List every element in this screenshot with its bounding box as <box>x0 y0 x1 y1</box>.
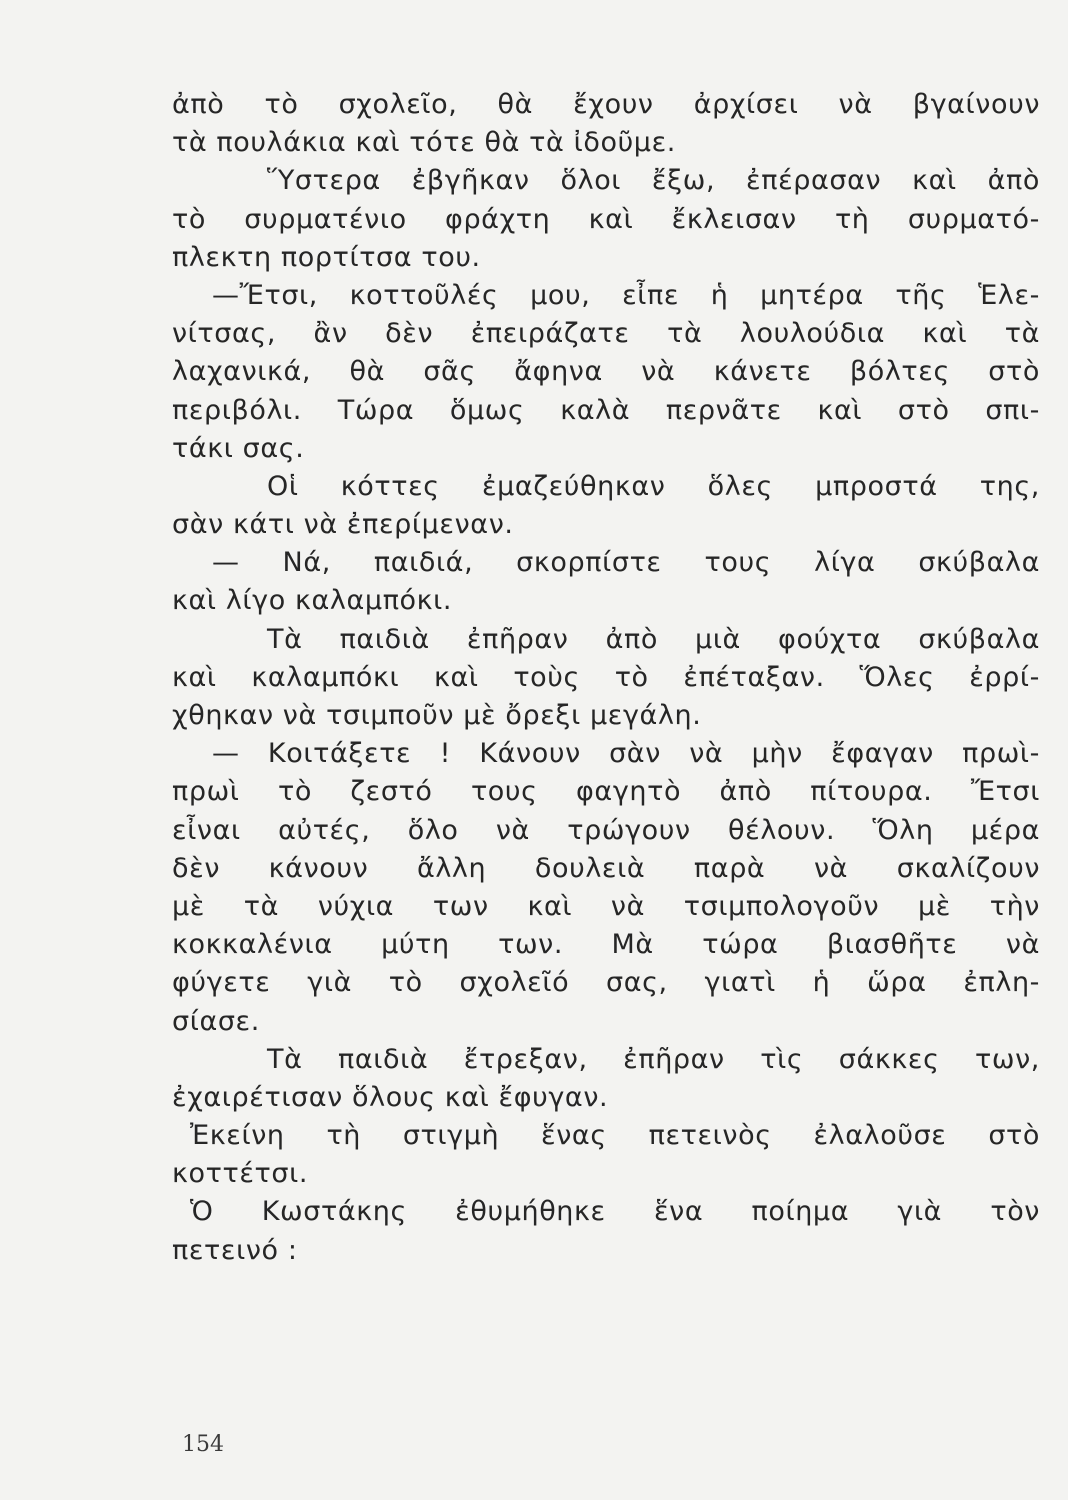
text-line: Τὰ παιδιὰ ἐπῆραν ἀπὸ μιὰ φούχτα σκύβαλα <box>267 623 1040 655</box>
text-line: καὶ λίγο καλαμπόκι. <box>172 585 453 617</box>
text-line: εἶναι αὐτές, ὅλο νὰ τρώγουν θέλουν. Ὅλη μέρα <box>172 814 1040 846</box>
text-line: πρωὶ τὸ ζεστό τους φαγητὸ ἀπὸ πίτουρα. Ἔτσι <box>172 776 1040 808</box>
text-line: φύγετε γιὰ τὸ σχολεῖό σας, γιατὶ ἡ ὥρα ἐπλη- <box>172 967 1040 999</box>
text-line: — Νά, παιδιά, σκορπίστε τους λίγα σκύβαλα <box>212 547 1040 579</box>
text-line: Οἱ κόττες ἐμαζεύθηκαν ὅλες μπροστά της, <box>267 470 1040 502</box>
text-line: κοκκαλένια μύτη των. Μὰ τώρα βιασθῆτε νὰ <box>172 929 1040 961</box>
text-line: καὶ καλαμπόκι καὶ τοὺς τὸ ἐπέταξαν. Ὅλες ἐρρί- <box>172 661 1040 693</box>
text-line: ἐχαιρέτισαν ὅλους καὶ ἔφυγαν. <box>172 1081 609 1113</box>
text-line: χθηκαν νὰ τσιμποῦν μὲ ὄρεξι μεγάλη. <box>172 700 702 731</box>
text-line: τὸ συρματένιο φράχτη καὶ ἔκλεισαν τὴ συρματό- <box>172 203 1040 235</box>
page-number: 154 <box>182 1432 224 1457</box>
text-line: κοττέτσι. <box>172 1158 309 1190</box>
text-line: σίασε. <box>172 1005 260 1037</box>
text-line: μὲ τὰ νύχια των καὶ νὰ τσιμπολογοῦν μὲ τὴν <box>172 890 1040 922</box>
text-line: λαχανικά, θὰ σᾶς ἄφηνα νὰ κάνετε βόλτες στὸ <box>172 356 1040 388</box>
text-line: πλεκτη πορτίτσα του. <box>172 241 481 273</box>
body-text <box>172 86 1040 1270</box>
text-line: — Κοιτάξετε ! Κάνουν σὰν νὰ μὴν ἔφαγαν πρωὶ- <box>212 738 1040 770</box>
text-line: πετεινό : <box>172 1234 298 1266</box>
text-line: νίτσας, ἂν δὲν ἐπειράζατε τὰ λουλούδια καὶ τὰ <box>172 318 1040 350</box>
text-line: Ὕστερα ἐβγῆκαν ὅλοι ἔξω, ἐπέρασαν καὶ ἀπὸ <box>267 165 1040 197</box>
text-line: τάκι σας. <box>172 432 305 464</box>
text-line: ἀπὸ τὸ σχολεῖο, θὰ ἔχουν ἀρχίσει νὰ βγαίνουν <box>172 89 1040 120</box>
text-line: Ὁ Κωστάκης ἐθυμήθηκε ἕνα ποίημα γιὰ τὸν <box>190 1196 1040 1228</box>
text-line: τὰ πουλάκια καὶ τότε θὰ τὰ ἰδοῦμε. <box>172 127 676 159</box>
text-line: περιβόλι. Τώρα ὅμως καλὰ περνᾶτε καὶ στὸ σπι- <box>172 394 1040 426</box>
text-line: —Ἔτσι, κοττοῦλές μου, εἶπε ἡ μητέρα τῆς Ἑλε- <box>212 279 1040 311</box>
text-line: δὲν κάνουν ἄλλη δουλειὰ παρὰ νὰ σκαλίζουν <box>172 852 1040 884</box>
text-line: Ἐκείνη τὴ στιγμὴ ἕνας πετεινὸς ἐλαλοῦσε στὸ <box>190 1120 1040 1152</box>
text-line: Τὰ παιδιὰ ἔτρεξαν, ἐπῆραν τὶς σάκκες των, <box>267 1043 1040 1075</box>
text-line: σὰν κάτι νὰ ἐπερίμεναν. <box>172 509 514 541</box>
